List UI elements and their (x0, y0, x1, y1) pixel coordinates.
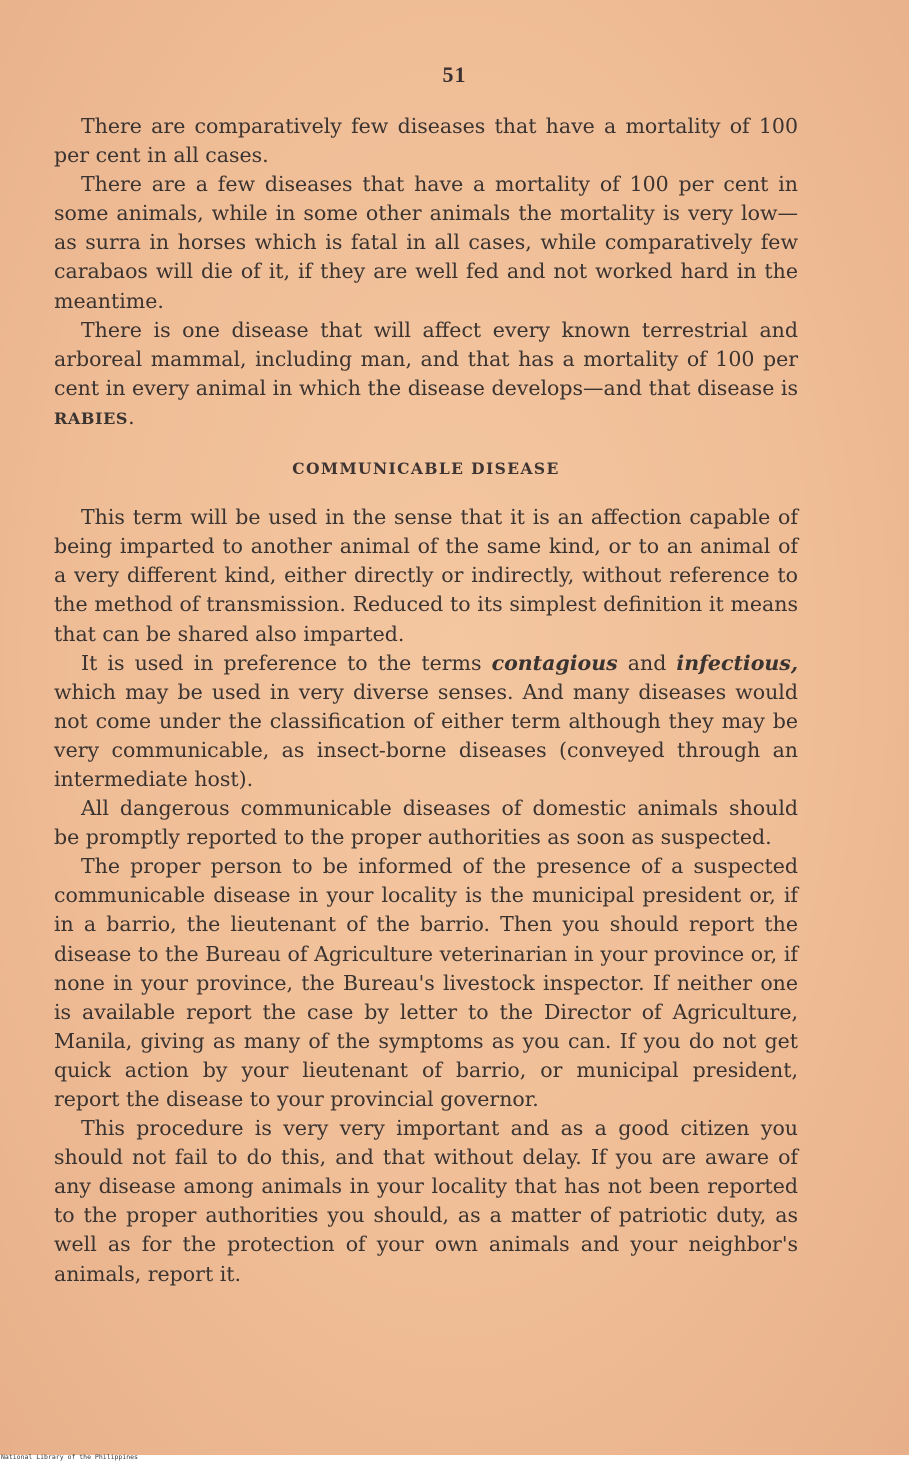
terms-and: and (627, 650, 667, 675)
paragraph-terms (54, 649, 798, 794)
paragraph-mortality-some-animals: There are a few diseases that have a mortality of 100 per cent in some animals, while in some other animals the mortality is very low—as surra in horses which is fatal in all cases, while comparatively few carabaos will die of it, if they are well fed and not worked hard in the meantime. (54, 172, 798, 313)
rabies-paragraph-end: . (128, 404, 135, 429)
paragraph-mortality-all-cases: There are comparatively few diseases that have a mortality of 100 per cent in all cases. (54, 114, 798, 168)
page-body (54, 112, 798, 1289)
library-credit: National Library of the Philippines (1, 1453, 138, 1461)
terms-after: which may be used in very diverse senses. And many diseases would not come under the classification of either term although they may be very communicable, as insect-borne diseases (conveyed through an intermediate host). (54, 679, 798, 791)
footer-strip (0, 1455, 909, 1463)
page-number: 51 (442, 62, 467, 87)
term-infectious: infectious, (676, 650, 798, 675)
paragraph-proper-person: The proper person to be informed of the presence of a suspected communicable disease in your locality is the municipal president or, if in a barrio, the lieutenant of the barrio. Then you should report the disease to the Bureau of Agriculture veterinarian in your province or, if none in your province, the Bureau's livestock inspector. If neither one is available report the case by letter to the Director of Agriculture, Manila, giving as many of the symptoms as you can. If you do not get quick action by your lieutenant of barrio, or municipal president, report the disease to your provincial governor. (54, 854, 798, 1111)
paragraph-report-promptly: All dangerous communicable diseases of domestic animals should be promptly reported to the proper authorities as soon as suspected. (54, 796, 798, 850)
paragraph-definition: This term will be used in the sense that it is an affection capable of being imparted to another animal of the same kind, or to an animal of a very different kind, either directly or indirectly, without reference to the method of transmission. Reduced to its simplest definition it means that can be shared also imparted. (54, 505, 798, 646)
term-contagious: contagious (491, 650, 618, 675)
paragraph-procedure: This procedure is very very important and as a good citizen you should not fail to do this, and that without delay. If you are aware of any disease among animals in your locality that has not been reported to the proper authorities you should, as a matter of patriotic duty, as well as for the protection of your own animals and your neighbor's animals, report it. (54, 1116, 798, 1286)
terms-before: It is used in preference to the terms (81, 650, 482, 675)
paragraph-rabies (54, 316, 798, 433)
rabies-paragraph-text: There is one disease that will affect every known terrestrial and arboreal mammal, including man, and that has a mortality of 100 per cent in every animal in which the disease develops—and that disease is (54, 317, 798, 400)
section-heading: COMMUNICABLE DISEASE (292, 459, 560, 479)
rabies-term: RABIES (54, 408, 129, 428)
